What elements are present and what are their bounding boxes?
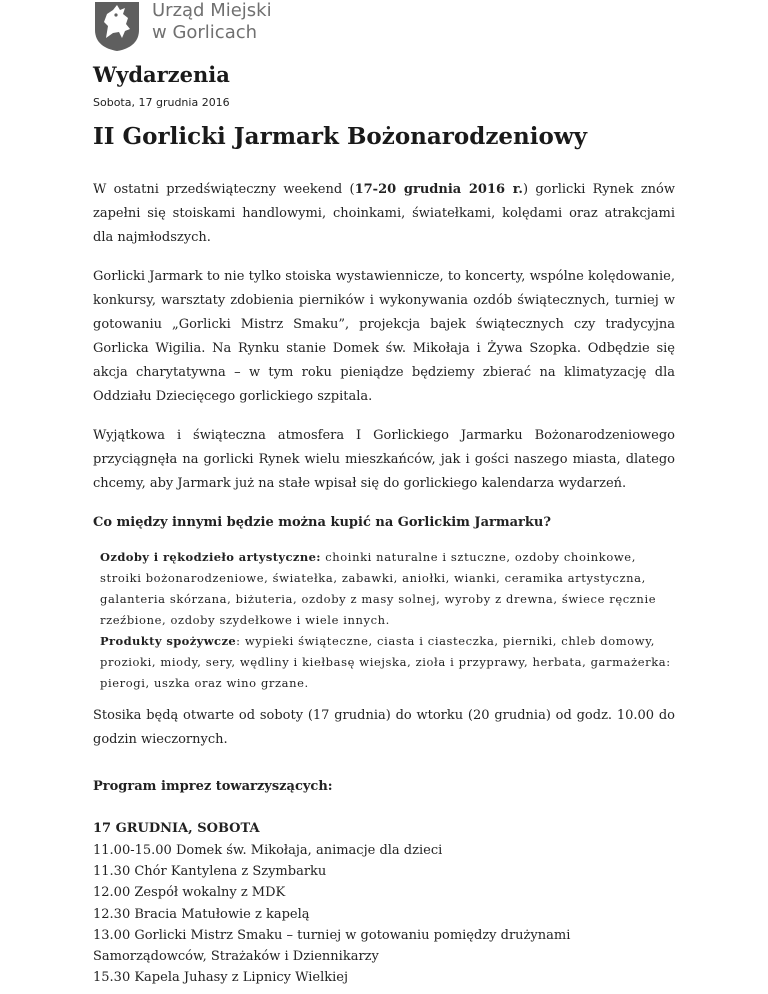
- article-title: II Gorlicki Jarmark Bożonarodzeniowy: [93, 123, 587, 150]
- program-title: Program imprez towarzyszących:: [93, 779, 333, 794]
- intro-text-end: ) gorlicki Rynek znów zapełni się stoiskami handlowymi, choinkami, światełkami, kolędami oraz atrakcjami dla najmłodszych.: [93, 182, 676, 245]
- intro-dates: 17-20 grudnia 2016 r.: [354, 182, 523, 197]
- header: [92, 0, 272, 54]
- article-content: [93, 62, 675, 988]
- paragraph-attractions: Gorlicki Jarmark to nie tylko stoiska wystawiennicze, to koncerty, wspólne kolędowanie, konkursy, warsztaty zdobienia pierników i wykonywania ozdób świątecznych, turniej w gotowaniu „Gorlicki Mistrz Smaku”, projekcja bajek świątecznych czy tradycyjna Gorlicka Wigilia. Na Rynku stanie Domek św. Mikołaja i Żywa Szopka. Odbędzie się akcja charytatywna – w tym roku pieniądze będziemy zbierać na klimatyzację dla Oddziału Dziecięcego gorlickiego szpitala.: [93, 269, 675, 404]
- event-item: 11.00-15.00 Domek św. Mikołaja, animacje dla dzieci: [93, 843, 443, 858]
- org-name-line1: Urząd Miejski: [152, 0, 272, 21]
- organization-name: [152, 0, 272, 44]
- paragraph-opening-hours: Stosika będą otwarte od soboty (17 grudnia) do wtorku (20 grudnia) od godz. 10.00 do godzin wieczornych.: [93, 708, 675, 747]
- org-name-line2: w Gorlicach: [152, 22, 258, 43]
- goods-food: [100, 631, 675, 694]
- paragraph-intro: [93, 178, 675, 250]
- intro-text-start: W ostatni przedświąteczny weekend (: [93, 182, 355, 197]
- event-item: 12.00 Zespół wokalny z MDK: [93, 885, 286, 901]
- events-list: [93, 840, 675, 988]
- publication-date: Sobota, 17 grudnia 2016: [93, 96, 230, 109]
- event-item: 15.30 Kapela Juhasy z Lipnicy Wielkiej: [93, 970, 349, 986]
- paragraph-atmosphere: Wyjątkowa i świąteczna atmosfera I Gorlickiego Jarmarku Bożonarodzeniowego przyciągnęła na gorlicki Rynek wielu mieszkańców, jak i gości naszego miasta, dlatego chcemy, aby Jarmark już na stałe wpisał się do gorlickiego kalendarza wydarzeń.: [93, 428, 675, 491]
- goods-list: [93, 547, 675, 694]
- day-title: 17 GRUDNIA, SOBOTA: [93, 821, 260, 836]
- event-item: 12.30 Bracia Matułowie z kapelą: [93, 906, 310, 922]
- event-item: 11.30 Chór Kantylena z Szymbarku: [93, 864, 327, 880]
- event-item: 13.00 Gorlicki Mistrz Smaku – turniej w gotowaniu pomiędzy drużynami Samorządowców, Strażaków i Dziennikarzy: [93, 927, 571, 965]
- goods-crafts: [100, 547, 675, 631]
- section-title: Wydarzenia: [93, 62, 230, 87]
- city-crest-icon: [92, 0, 142, 52]
- goods-food-label: Produkty spożywcze: [100, 634, 237, 648]
- goods-food-text: : wypieki świąteczne, ciasta i ciasteczka, pierniki, chleb domowy, prozioki, miody, sery, wędliny i kiełbasę wiejska, zioła i przyprawy, herbata, garmażerka: pierogi, uszka oraz wino grzane.: [100, 634, 671, 690]
- goods-crafts-label: Ozdoby i rękodzieło artystyczne:: [100, 550, 321, 564]
- goods-question: Co między innymi będzie można kupić na Gorlickim Jarmarku?: [93, 515, 551, 530]
- goods-crafts-text: choinki naturalne i sztuczne, ozdoby choinkowe, stroiki bożonarodzeniowe, światełka, zabawki, aniołki, wianki, ceramika artystyczna, galanteria skórzana, biżuteria, ozdoby z masy solnej, wyroby z drewna, świece ręcznie rzeźbione, ozdoby szydełkowe i wiele innych.: [100, 550, 657, 627]
